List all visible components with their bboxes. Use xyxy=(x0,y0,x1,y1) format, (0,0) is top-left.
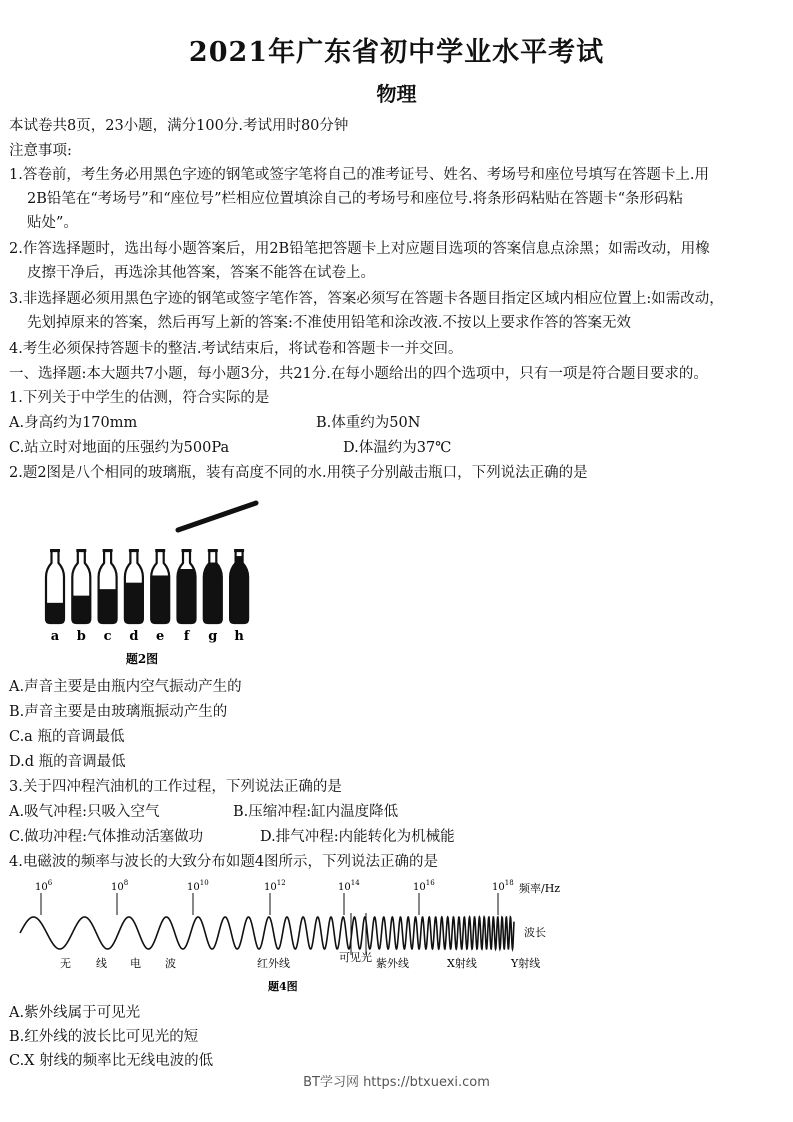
bottle-label-d: d xyxy=(129,629,139,644)
subject-title: 物理 xyxy=(376,82,417,106)
notes-title: 注意事项: xyxy=(9,143,72,159)
bottle-b xyxy=(70,549,92,644)
q2-option-d: D.d 瓶的音调最低 xyxy=(9,754,126,770)
footer-watermark: BT学习网 https://btxuexi.com xyxy=(303,1075,490,1090)
bottle-label-c: c xyxy=(103,629,112,644)
q3-option-a: A.吸气冲程:只吸入空气 xyxy=(9,804,160,820)
frequency-axis-label: 频率/Hz xyxy=(519,882,561,895)
bottle-c xyxy=(97,549,119,644)
q3-option-c: C.做功冲程:气体推动活塞做功 xyxy=(9,829,204,845)
xray-label: X射线 xyxy=(447,957,477,970)
bottle-lip-h xyxy=(234,549,244,552)
gamma-label: Y射线 xyxy=(511,957,541,970)
bottle-h xyxy=(228,549,250,644)
note-1-line-1: 1.答卷前，考生务必用黑色字迹的钢笔或签字笔将自己的准考证号、姓名、考场号和座位号填写在答题卡上.用 xyxy=(9,167,709,183)
freq-tick-label: $10^6$ xyxy=(35,879,53,893)
bottle-d xyxy=(123,549,145,644)
bottle-a xyxy=(44,549,66,644)
water-e xyxy=(149,575,171,625)
freq-tick-label: $10^{12}$ xyxy=(264,879,286,893)
freq-tick-label: $10^{14}$ xyxy=(338,879,360,893)
section-1-heading: 一、选择题:本大题共7小题，每小题3分，共21分.在每小题给出的四个选项中，只有一项是符合题目要求的。 xyxy=(9,366,708,382)
q4-option-c: C.X 射线的频率比无线电波的低 xyxy=(9,1053,214,1069)
q2-option-b: B.声音主要是由玻璃瓶振动产生的 xyxy=(9,704,228,720)
bottle-g xyxy=(202,549,224,644)
bottle-lip-b xyxy=(76,549,86,552)
bottle-label-h: h xyxy=(234,629,244,644)
wavelength-label: 波长 xyxy=(524,926,546,939)
freq-tick-1e10 xyxy=(187,879,209,915)
note-1-line-3: 贴处”。 xyxy=(27,215,78,231)
note-1-line-2: 2B铅笔在“考场号”和“座位号”栏相应位置填涂自己的考场号和座位号.将条形码粘贴在答题卡“条形码粘 xyxy=(27,191,684,207)
q1-stem: 1.下列关于中学生的估测，符合实际的是 xyxy=(9,390,270,406)
freq-tick-1e12 xyxy=(264,879,286,915)
q1-option-a: A.身高约为170mm xyxy=(9,415,138,431)
water-d xyxy=(123,583,145,625)
infrared-label: 红外线 xyxy=(257,957,290,970)
bottle-e xyxy=(149,549,171,644)
q2-stem: 2.题2图是八个相同的玻璃瓶，装有高度不同的水.用筷子分别敲击瓶口，下列说法正确的是 xyxy=(9,465,588,481)
bottle-lip-d xyxy=(129,549,139,552)
bottle-lip-e xyxy=(155,549,165,552)
radio-char-4: 波 xyxy=(165,957,176,970)
q4-option-b: B.红外线的波长比可见光的短 xyxy=(9,1029,199,1045)
freq-tick-1e18 xyxy=(492,879,514,915)
water-c xyxy=(97,589,119,625)
q2-option-c: C.a 瓶的音调最低 xyxy=(9,729,125,745)
freq-tick-1e14 xyxy=(338,879,360,915)
bottle-label-e: e xyxy=(156,629,165,644)
q3-stem: 3.关于四冲程汽油机的工作过程，下列说法正确的是 xyxy=(9,779,342,795)
q3-option-b: B.压缩冲程:缸内温度降低 xyxy=(233,804,399,820)
q2-option-a: A.声音主要是由瓶内空气振动产生的 xyxy=(9,679,242,695)
q4-stem: 4.电磁波的频率与波长的大致分布如题4图所示，下列说法正确的是 xyxy=(9,854,439,870)
note-2-line-2: 皮擦干净后，再选涂其他答案，答案不能答在试卷上。 xyxy=(27,265,375,281)
q1-option-c: C.站立时对地面的压强约为500Pa xyxy=(9,440,230,456)
note-3-line-2: 先划掉原来的答案，然后再写上新的答案:不准使用铅笔和涂改液.不按以上要求作答的答案无效 xyxy=(27,315,631,331)
freq-tick-label: $10^{16}$ xyxy=(413,879,435,893)
freq-tick-1e8 xyxy=(111,879,128,915)
bottle-lip-a xyxy=(50,549,60,552)
chopstick xyxy=(178,503,256,530)
bottle-lip-g xyxy=(208,549,218,552)
bottles-figure xyxy=(38,495,278,670)
freq-tick-label: $10^{18}$ xyxy=(492,879,514,893)
exam-summary: 本试卷共8页，23小题，满分100分.考试用时80分钟 xyxy=(9,118,349,134)
bottle-label-g: g xyxy=(208,629,218,644)
figure-2-caption: 题2图 xyxy=(125,652,159,666)
radio-char-1: 无 xyxy=(60,957,71,970)
radio-char-2: 线 xyxy=(96,957,107,970)
note-3-line-1: 3.非选择题必须用黑色字迹的钢笔或签字笔作答，答案必须写在答题卡各题目指定区域内相应位置上:如需改动， xyxy=(9,291,724,307)
visible-light-label: 可见光 xyxy=(339,951,372,964)
ultraviolet-label: 紫外线 xyxy=(376,957,409,970)
bottle-label-b: b xyxy=(76,629,86,644)
spectrum-figure xyxy=(14,873,574,998)
note-4: 4.考生必须保持答题卡的整洁.考试结束后，将试卷和答题卡一并交回。 xyxy=(9,341,463,357)
page-title: 2021年广东省初中学业水平考试 xyxy=(188,37,605,68)
bottle-lip-f xyxy=(182,549,192,552)
bottle-f xyxy=(176,549,198,644)
freq-tick-label: $10^8$ xyxy=(111,879,129,893)
freq-tick-label: $10^{10}$ xyxy=(187,879,209,893)
q1-option-b: B.体重约为50N xyxy=(316,415,421,431)
bottle-label-f: f xyxy=(183,629,190,644)
water-f xyxy=(176,569,198,625)
q4-option-a: A.紫外线属于可见光 xyxy=(9,1005,141,1021)
freq-tick-1e6 xyxy=(35,879,53,915)
bottle-lip-c xyxy=(103,549,113,552)
water-h xyxy=(228,556,250,625)
wave-curve xyxy=(20,917,514,949)
note-2-line-1: 2.作答选择题时，选出每小题答案后，用2B铅笔把答题卡上对应题目选项的答案信息点涂黑；如需改动，用橡 xyxy=(9,241,710,257)
q1-option-d: D.体温约为37℃ xyxy=(343,440,452,456)
freq-tick-1e16 xyxy=(413,879,435,915)
figure-4-caption: 题4图 xyxy=(268,980,298,993)
bottle-label-a: a xyxy=(50,629,60,644)
radio-char-3: 电 xyxy=(130,957,141,970)
q3-option-d: D.排气冲程:内能转化为机械能 xyxy=(260,829,455,845)
